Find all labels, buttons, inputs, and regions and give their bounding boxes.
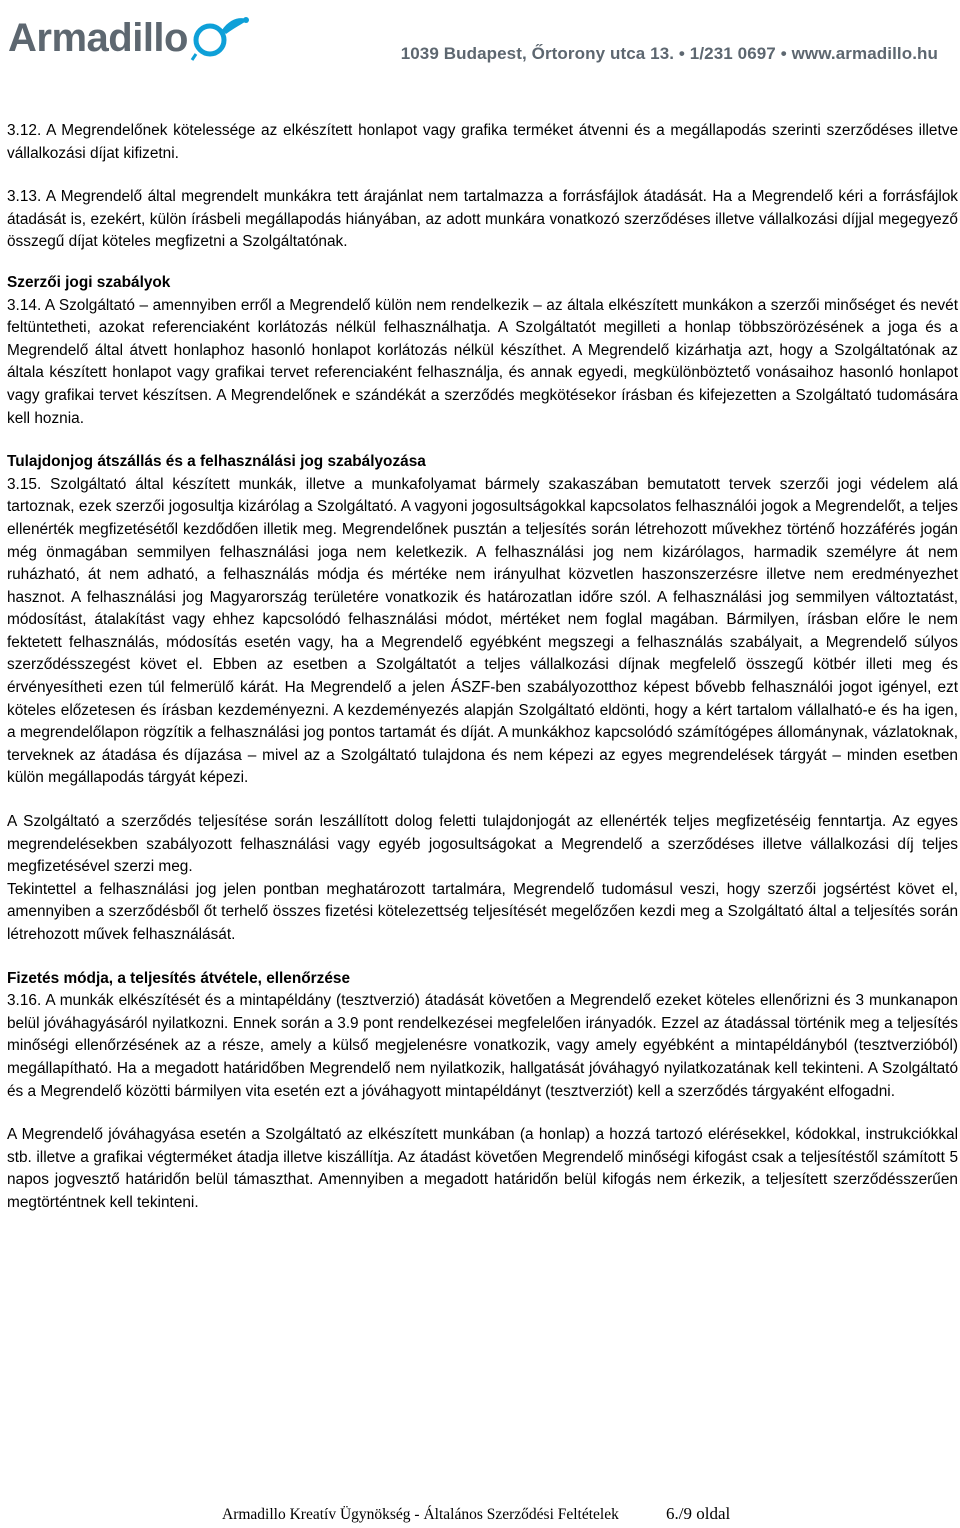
paragraph-3-16: 3.16. A munkák elkészítését és a mintapéldány (tesztverzió) átadását követően a Megrendelő ezeket köteles ellenőrizni és 3 munkanapon belül jóváhagyásáról nyilatkozni. Ennek során a 3.9 pont rendelkezései megfelelően irányadók. Ezzel az átadással történik meg a teljesítés minőségi ellenőrzésének az a része, amely a külső megjelenésre vonatkozik, vagy amely egyébként a mintapéldányból (tesztverzióból) megállapítható. Ha a megadott határidőben Megrendelő nem nyilatkozik, hallgatását jóváhagyó nyilatkozatának kell tekinteni. A Szolgáltató és a Megrendelő közötti bármilyen vita esetén ezt a jóváhagyott mintapéldányt (tesztverziót) kell a szerződés tárgyaként elfogadni.: [7, 992, 958, 1100]
heading-ownership: Tulajdonjog átszállás és a felhasználási jog szabályozása: [7, 453, 426, 471]
armadillo-logo: [8, 10, 262, 66]
paragraph-approval: A Megrendelő jóváhagyása esetén a Szolgáltató az elkészített munkában (a honlap) a hozzá tartozó elérésekkel, kódokkal, instrukciókkal stb. illetve a grafikai végterméket átadja illetve kiszállítja. Az átadást követően Megrendelő minőségi kifogást csak a teljesítéstől számított 5 napos jogvesztő határidőn belül támaszthat. Amennyiben a megadott határidőn belül kifogás nem érkezik, a teljesített szerződésszerűen megtörténtnek kell tekinteni.: [7, 1126, 958, 1211]
page-number: 6./9 oldal: [666, 1504, 731, 1523]
paragraph-3-15: 3.15. Szolgáltató által készített munkák, illetve a munkafolyamat bármely szakaszában bemutatott tervek szerzői jogi védelem alá tartoznak, ezek szerzői jogosultja kizárólag a Szolgáltató. A vagyoni jogosultságokkal kapcsolatos felhasználói jogok a Megrendelőt, a teljes ellenérték megfizetésétől kezdődően illetik meg. Megrendelőnek pusztán a teljesítés során létrehozott művekhez történő hozzáférés jogán még önmagában semmilyen felhasználási joga nem keletkezik. A felhasználási jog nem kizárólagos, harmadik személyre át nem ruházható, át nem adható, a felhasználás módja és mértéke nem irányulhat közvetlen haszonszerzésre illetve nem eredményezhet hasznot. A felhasználási jog Magyarország területére vonatkozik és határozatlan időre szól. A felhasználási jog semmilyen változtatást, módosítást, átalakítást vagy ehhez kapcsolódó felhasználási módot, mértéket nem foglal magában. Bármilyen, írásban előre le nem fektetett felhasználás, módosítás esetén vagy, ha a Megrendelő egyébként megszegi a felhasználás szabályait, a Megrendelő súlyos szerződésszegést követ el. Ebben az esetben a Szolgáltatót a teljes vállalkozási díjnak megfelelő összegű kötbér illeti meg és érvényesítheti ezen túl felmerülő kárát. Ha Megrendelő a jelen ÁSZF-ben szabályozotthoz képest bővebb felhasználói jogot igényel, ezt köteles előzetesen és írásban kezdeményezni. A kezdeményezés alapján Szolgáltató eldönti, hogy a kért tartalom vállalható-e és ha igen, a megrendelőlapon rögzítik a felhasználási jog pontos tartamát és díját. A munkákhoz kapcsolódó számítógépes állománynak, vázlatoknak, terveknek az átadása és díjazása – mivel az a Szolgáltató tulajdona és nem képezi az egyes megrendelések tárgyát – minden esetben külön megállapodás tárgyát képezi.: [7, 475, 958, 787]
heading-copyright: Szerzői jogi szabályok: [7, 273, 171, 291]
paragraph-3-12: 3.12. A Megrendelőnek kötelessége az elkészített honlapot vagy grafika terméket átvenni és a megállapodás szerinti szerződéses illetve vállalkozási díjat kifizetni.: [7, 122, 958, 162]
heading-payment: Fizetés módja, a teljesítés átvétele, ellenőrzése: [7, 969, 351, 987]
logo-text: Armadillo: [8, 16, 188, 60]
page-header: [0, 0, 960, 80]
footer-company: Armadillo Kreatív Ügynökség - Általános Szerződési Feltételek: [222, 1506, 619, 1523]
paragraph-3-14: 3.14. A Szolgáltató – amennyiben erről a Megrendelő külön nem rendelkezik – az általa elkészített munkákon a szerzői minőséget és nevét feltüntetheti, azokat referenciaként korlátozás nélkül felhasználhatja. A Szolgáltatót megilleti a honlap többszörözésének a joga és a Megrendelő által átvett honlaphoz hasonló honlapot korlátozás nélkül készíthet. A Megrendelő kizárhatja azt, hogy a Szolgáltatónak az általa készített honlapot vagy grafikai tervet referenciaként felhasználja, és annak egyedi, megkülönböztető vonásaihoz hasonló honlapot vagy grafikai tervet készítsen. A Megrendelőnek e szándékát a szerződés megkötésekor írásban és kifejezetten a Szolgáltató tudomására kell hoznia.: [7, 296, 958, 427]
paragraph-3-13: 3.13. A Megrendelő által megrendelt munkákra tett árajánlat nem tartalmazza a forrásfájlok átadását. Ha a Megrendelő kéri a forrásfájlok átadását is, ezekért, külön írásbeli megállapodás hiányában, az adott munkára vonatkozó szerződéses illetve vállalkozási díjjal megegyező összegű díjat köteles megfizetni a Szolgáltatónak.: [7, 188, 958, 251]
paragraph-ownership-2: Tekintettel a felhasználási jog jelen pontban meghatározott tartalmára, Megrendelő tudomásul veszi, hogy szerzői jogsértést követ el, amennyiben a szerződésből őt terhelő összes fizetési kötelezettség teljesítését megelőzően kezdi meg a Szolgáltató által a teljesítés során létrehozott művek felhasználását.: [7, 880, 958, 943]
document-body: [7, 120, 958, 1215]
paragraph-ownership-1: A Szolgáltató a szerződés teljesítése során leszállított dolog feletti tulajdonjogát az ellenérték teljes megfizetéséig fenntartja. Az egyes megrendelésekben szabályozott felhasználási vagy egyéb jogosultságokat a Megrendelő a szerződéses illetve vállalkozási díj teljes megfizetésével szerzi meg.: [7, 813, 958, 876]
armadillo-logo-icon: [190, 10, 262, 66]
contact-info: 1039 Budapest, Őrtorony utca 13. • 1/231 0697 • www.armadillo.hu: [400, 44, 938, 63]
